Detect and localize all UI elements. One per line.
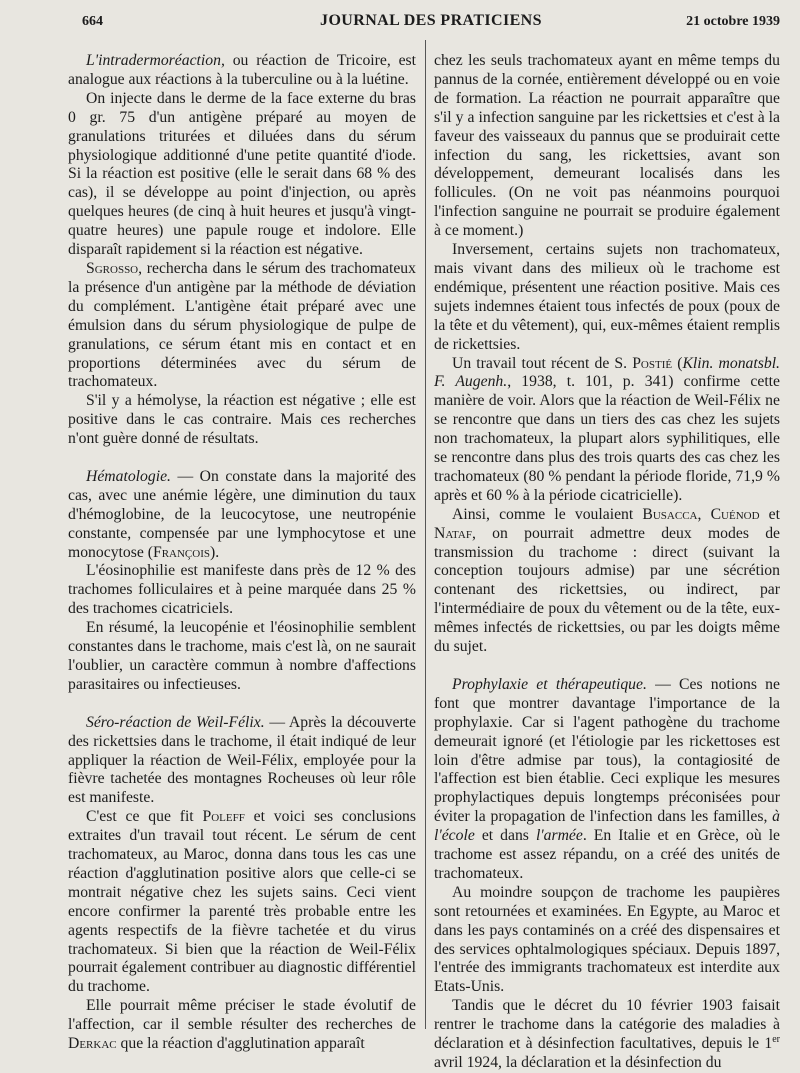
section-hematologie: Hématologie. — On constate dans la majorité des cas, avec une anémie légère, une diminution du taux d'hémoglobine, de la leucocytose, une neutropénie constante, compensée par une lymphocytose et une monocytose (François). <box>68 467 416 561</box>
author-name: Sgrosso <box>86 259 139 277</box>
paragraph-sgrosso: Sgrosso, rechercha dans le sérum des trachomateux la présence d'un antigène par la méthode de déviation du complément. L'antigène était préparé avec une émulsion dans du sérum physiologique de pulpe de granulations, ce sérum étant mis en contact et en proportions déterminées avec du sérum de trachomateux. <box>68 259 416 391</box>
author-name: Postié <box>632 354 673 372</box>
paragraph-transmission: Ainsi, comme le voulaient Busacca, Cuénod et Nataf, on pourrait admettre deux modes de transmission du trachome : direct (suivant la conception toujours admise) par une sécrétion contenant des rickettsies, ou indirect, par l'intermédiaire de poux du vêtement ou de la tête, eux-mêmes infectés de rickettsies, ou par les doigts même du sujet. <box>434 505 781 656</box>
paragraph-paupieres: Au moindre soupçon de trachome les paupières sont retournées et examinées. En Egypte, au Maroc et dans les pays contaminés on a créé des dispensaires et des services ophtalmologiques spéciaux. Depuis 1897, l'entrée des immigrants trachomateux est interdite aux Etats-Unis. <box>434 883 780 996</box>
section-heading: Hématologie. <box>86 467 171 485</box>
paragraph-eosinophilie: L'éosinophilie est manifeste dans près de 12 % des trachomes folliculaires et à peine marquée dans 25 % des trachomes cicatriciels. <box>68 562 416 618</box>
paragraph-intradermoreaction: L'intradermoréaction, ou réaction de Tricoire, est analogue aux réactions à la tuberculine ou à la luétine. <box>68 52 416 88</box>
journal-reference: Klin. monatsbl. F. Augenh. <box>434 354 780 391</box>
issue-date: 21 octobre 1939 <box>686 14 780 29</box>
paragraph-inversement: Inversement, certains sujets non trachomateux, mais vivant dans des milieux où le trachome est endémique, présentent une réaction positive. Mais ces sujets indemnes étaient tous infectés de poux (poux de la tête et du vêtement), qui, eux-mêmes étaient remplis de rickettsies. <box>434 241 780 353</box>
author-name: Cuénod <box>710 505 760 523</box>
column-divider <box>425 40 426 1029</box>
author-name: Poleff <box>202 808 245 826</box>
author-name: Busacca <box>642 505 698 523</box>
author-name: Derkac <box>68 1035 117 1053</box>
paragraph-poleff: C'est ce que fit Poleff et voici ses conclusions extraites d'un travail tout récent. Le sérum de cent trachomateux, au Maroc, donna dans tous les cas une réaction d'agglutination positive alors que celle-ci se montrait négative chez les sujets sains. Ceci vient encore confirmer la parenté très probable entre les agents respectifs de la fièvre tachetée et du virus trachomateux. Si bien que la réaction de Weil-Félix pourrait également contribuer au diagnostic différentiel du trachome. <box>68 808 417 996</box>
paragraph-injection: On injecte dans le derme de la face externe du bras 0 gr. 75 d'un antigène préparé au moyen de granulations triturées et diluées dans du sérum physiologique additionné d'une petite quantité d'iode. Si la réaction est positive (elle le serait dans 68 % des cas), il se développe au point d'injection, ou après quelques heures (de cinq à huit heures et jusqu'à vingt-quatre heures) une papule rouge et indolore. Elle disparaît rapidement si la réaction est négative. <box>68 89 416 259</box>
section-prophylaxie: Prophylaxie et thérapeutique. — Ces notions ne font que montrer davantage l'importance de la prophylaxie. Car si l'agent pathogène du trachome demeurait ignoré (et l'étiologie par les rickettoses est loin d'être admise par tous), la contagiosité de l'affection est bien établie. Ceci explique les mesures prophylactiques depuis longtemps préconisées pour éviter la propagation de l'infection dans les familles, à l'école et dans l'armée. En Italie et en Grèce, où le trachome est assez répandu, on a créé des unités de trachomateux. <box>434 675 781 882</box>
author-name: Nataf <box>434 524 472 542</box>
paragraph-pannus: chez les seuls trachomateux ayant en même temps du pannus de la cornée, entièrement développé ou en voie de formation. La réaction ne pourrait apparaître que s'il y a infection sanguine par les rickettsies et c'est à la faveur des vaisseaux du pannus que se produirait cette infection du sang, les rickettsies, avant son développement, demeurant localisés dans les follicules. (On ne voit pas néanmoins pourquoi l'infection sanguine ne pourrait se produire également à ce moment.) <box>434 52 780 240</box>
right-column <box>434 52 781 1072</box>
paragraph-decret: Tandis que le décret du 10 février 1903 faisait rentrer le trachome dans la catégorie des maladies à déclaration et à désinfection facultatives, depuis le 1er avril 1924, la déclaration et la désinfection du <box>434 997 780 1072</box>
section-heading: Prophylaxie et thérapeutique. <box>452 675 647 693</box>
paragraph-resume: En résumé, la leucopénie et l'éosinophilie semblent constantes dans le trachome, mais c'est là, on ne saurait l'oublier, un caractère commun à nombre d'affections parasitaires ou infectieuses. <box>68 619 416 693</box>
section-sero-reaction: Séro-réaction de Weil-Félix. — Après la découverte des rickettsies dans le trachome, il était indiqué de leur appliquer la réaction de Weil-Félix, employée pour la fièvre tachetée des montagnes Rocheuses où leur rôle est manifeste. <box>68 713 416 807</box>
page-header <box>82 12 780 38</box>
left-column <box>68 52 417 1053</box>
paragraph-derkac: Elle pourrait même préciser le stade évolutif de l'affection, car il semble résulter des recherches de Derkac que la réaction d'agglutination apparaît <box>68 997 416 1053</box>
author-name: François <box>152 543 210 561</box>
page-number: 664 <box>82 14 103 29</box>
term: L'intradermoréaction, <box>86 52 225 69</box>
section-heading: Séro-réaction de Weil-Félix. <box>86 713 265 731</box>
paragraph-postie: Un travail tout récent de S. Postié (Klin. monatsbl. F. Augenh., 1938, t. 101, p. 341) confirme cette manière de voir. Alors que la réaction de Weil-Félix ne se rencontre que dans un tiers des cas chez les sujets non trachomateux, la plupart alors syphilitiques, elle se rencontre dans plus des trois quarts des cas chez les trachomateux (80 % pendant la période floride, 71,9 % après et 60 % à la période cicatricielle). <box>434 354 780 504</box>
paragraph-hemolyse: S'il y a hémolyse, la réaction est négative ; elle est positive dans le cas contraire. Mais ces recherches n'ont guère donné de résultats. <box>68 392 416 448</box>
journal-title: JOURNAL DES PRATICIENS <box>320 12 542 29</box>
